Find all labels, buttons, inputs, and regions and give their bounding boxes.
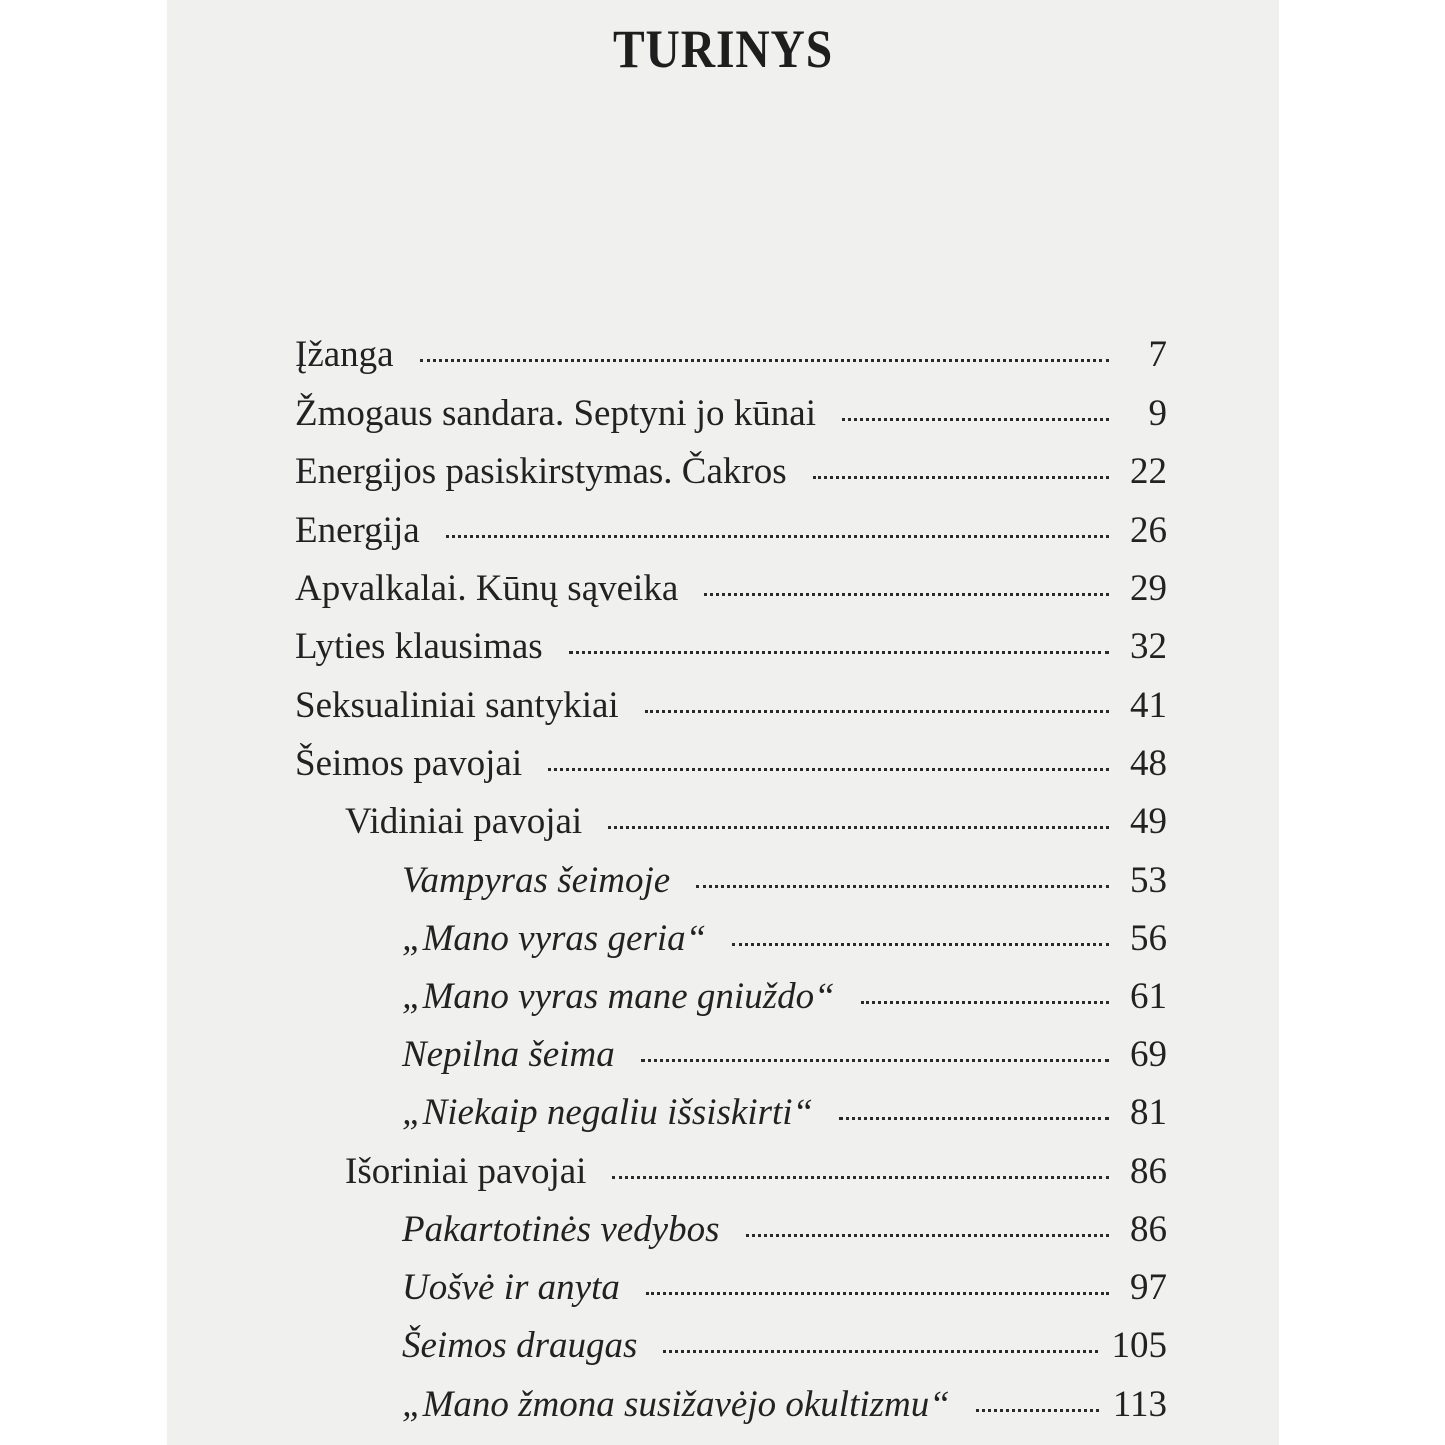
toc-subentry <box>345 800 1167 848</box>
dot-leader <box>446 535 1109 538</box>
book-page <box>167 0 1279 1445</box>
dot-leader <box>641 1059 1109 1062</box>
toc-entry <box>295 392 1167 440</box>
toc-entry <box>295 742 1167 790</box>
toc-entry-label: Šeimos pavojai <box>295 743 523 784</box>
toc-entry-label: Nepilna šeima <box>402 1034 615 1075</box>
toc-entry-page: 49 <box>1130 801 1167 842</box>
dot-leader <box>732 943 1109 946</box>
page-title: TURINYS <box>612 19 834 79</box>
toc-entry <box>295 625 1167 673</box>
toc-entry <box>295 567 1167 615</box>
toc-entry-page: 113 <box>1112 1384 1167 1425</box>
dot-leader <box>645 710 1109 713</box>
toc-entry-label: Pakartotinės vedybos <box>402 1209 720 1250</box>
dot-leader <box>696 885 1109 888</box>
toc-entry-label: Seksualiniai santykiai <box>295 685 619 726</box>
dot-leader <box>569 651 1109 654</box>
dot-leader <box>842 418 1109 421</box>
toc-subsubentry <box>402 1324 1167 1372</box>
toc-entry-page: 86 <box>1130 1151 1167 1192</box>
toc-entry-page: 29 <box>1130 568 1167 609</box>
toc-subsubentry <box>402 917 1167 965</box>
toc-entry-page: 97 <box>1130 1267 1167 1308</box>
toc-entry-label: Žmogaus sandara. Septyni jo kūnai <box>295 393 816 434</box>
toc-entry-page: 22 <box>1130 451 1167 492</box>
toc-entry-page: 105 <box>1111 1325 1167 1366</box>
toc-subsubentry <box>402 1266 1167 1314</box>
toc-entry-label: Apvalkalai. Kūnų sąveika <box>295 568 679 609</box>
toc-entry-page: 86 <box>1130 1209 1167 1250</box>
toc-entry-label: Vampyras šeimoje <box>402 860 671 901</box>
toc-entry-page: 69 <box>1130 1034 1167 1075</box>
toc-entry-label: „Mano vyras geria“ <box>402 918 707 959</box>
toc-entry-page: 53 <box>1130 860 1167 901</box>
toc-entry-label: Energijos pasiskirstymas. Čakros <box>295 451 787 492</box>
toc-subsubentry <box>402 859 1167 907</box>
dot-leader <box>861 1001 1109 1004</box>
toc-entry <box>295 333 1167 381</box>
dot-leader <box>976 1409 1099 1412</box>
toc-entry-page: 26 <box>1130 510 1167 551</box>
toc-entry-page: 56 <box>1130 918 1167 959</box>
dot-leader <box>612 1176 1109 1179</box>
dot-leader <box>839 1117 1109 1120</box>
toc-entry-label: Lyties klausimas <box>295 626 543 667</box>
toc-entry <box>295 450 1167 498</box>
toc-entry-page: 7 <box>1148 334 1167 375</box>
toc-entry-label: Vidiniai pavojai <box>345 801 583 842</box>
toc-entry-page: 48 <box>1130 743 1167 784</box>
dot-leader <box>548 768 1109 771</box>
toc-subsubentry <box>402 1091 1167 1139</box>
toc-subsubentry <box>402 1033 1167 1081</box>
dot-leader <box>813 476 1109 479</box>
toc-entry <box>295 509 1167 557</box>
dot-leader <box>646 1292 1109 1295</box>
dot-leader <box>704 593 1109 596</box>
toc-entry <box>295 684 1167 732</box>
toc-entry-page: 9 <box>1148 393 1167 434</box>
toc-entry-page: 61 <box>1130 976 1167 1017</box>
toc-entry-label: Išoriniai pavojai <box>345 1151 587 1192</box>
toc-entry-label: Energija <box>295 510 420 551</box>
dot-leader <box>420 359 1109 362</box>
toc-entry-page: 81 <box>1130 1092 1167 1133</box>
toc-subsubentry <box>402 1208 1167 1256</box>
toc-entry-label: Įžanga <box>295 334 394 375</box>
toc-subsubentry <box>402 1383 1167 1431</box>
toc-entry-label: „Niekaip negaliu išsiskirti“ <box>402 1092 814 1133</box>
dot-leader <box>746 1234 1110 1237</box>
toc-entry-label: „Mano vyras mane gniuždo“ <box>402 976 835 1017</box>
toc-entry-page: 32 <box>1130 626 1167 667</box>
toc-subentry <box>345 1150 1167 1198</box>
toc-entry-page: 41 <box>1130 685 1167 726</box>
toc-entry-label: Šeimos draugas <box>402 1325 638 1366</box>
toc-subsubentry <box>402 975 1167 1023</box>
dot-leader <box>608 826 1109 829</box>
dot-leader <box>663 1350 1097 1353</box>
toc-entry-label: Uošvė ir anyta <box>402 1267 620 1308</box>
toc-entry-label: „Mano žmona susižavėjo okultizmu“ <box>402 1384 950 1425</box>
